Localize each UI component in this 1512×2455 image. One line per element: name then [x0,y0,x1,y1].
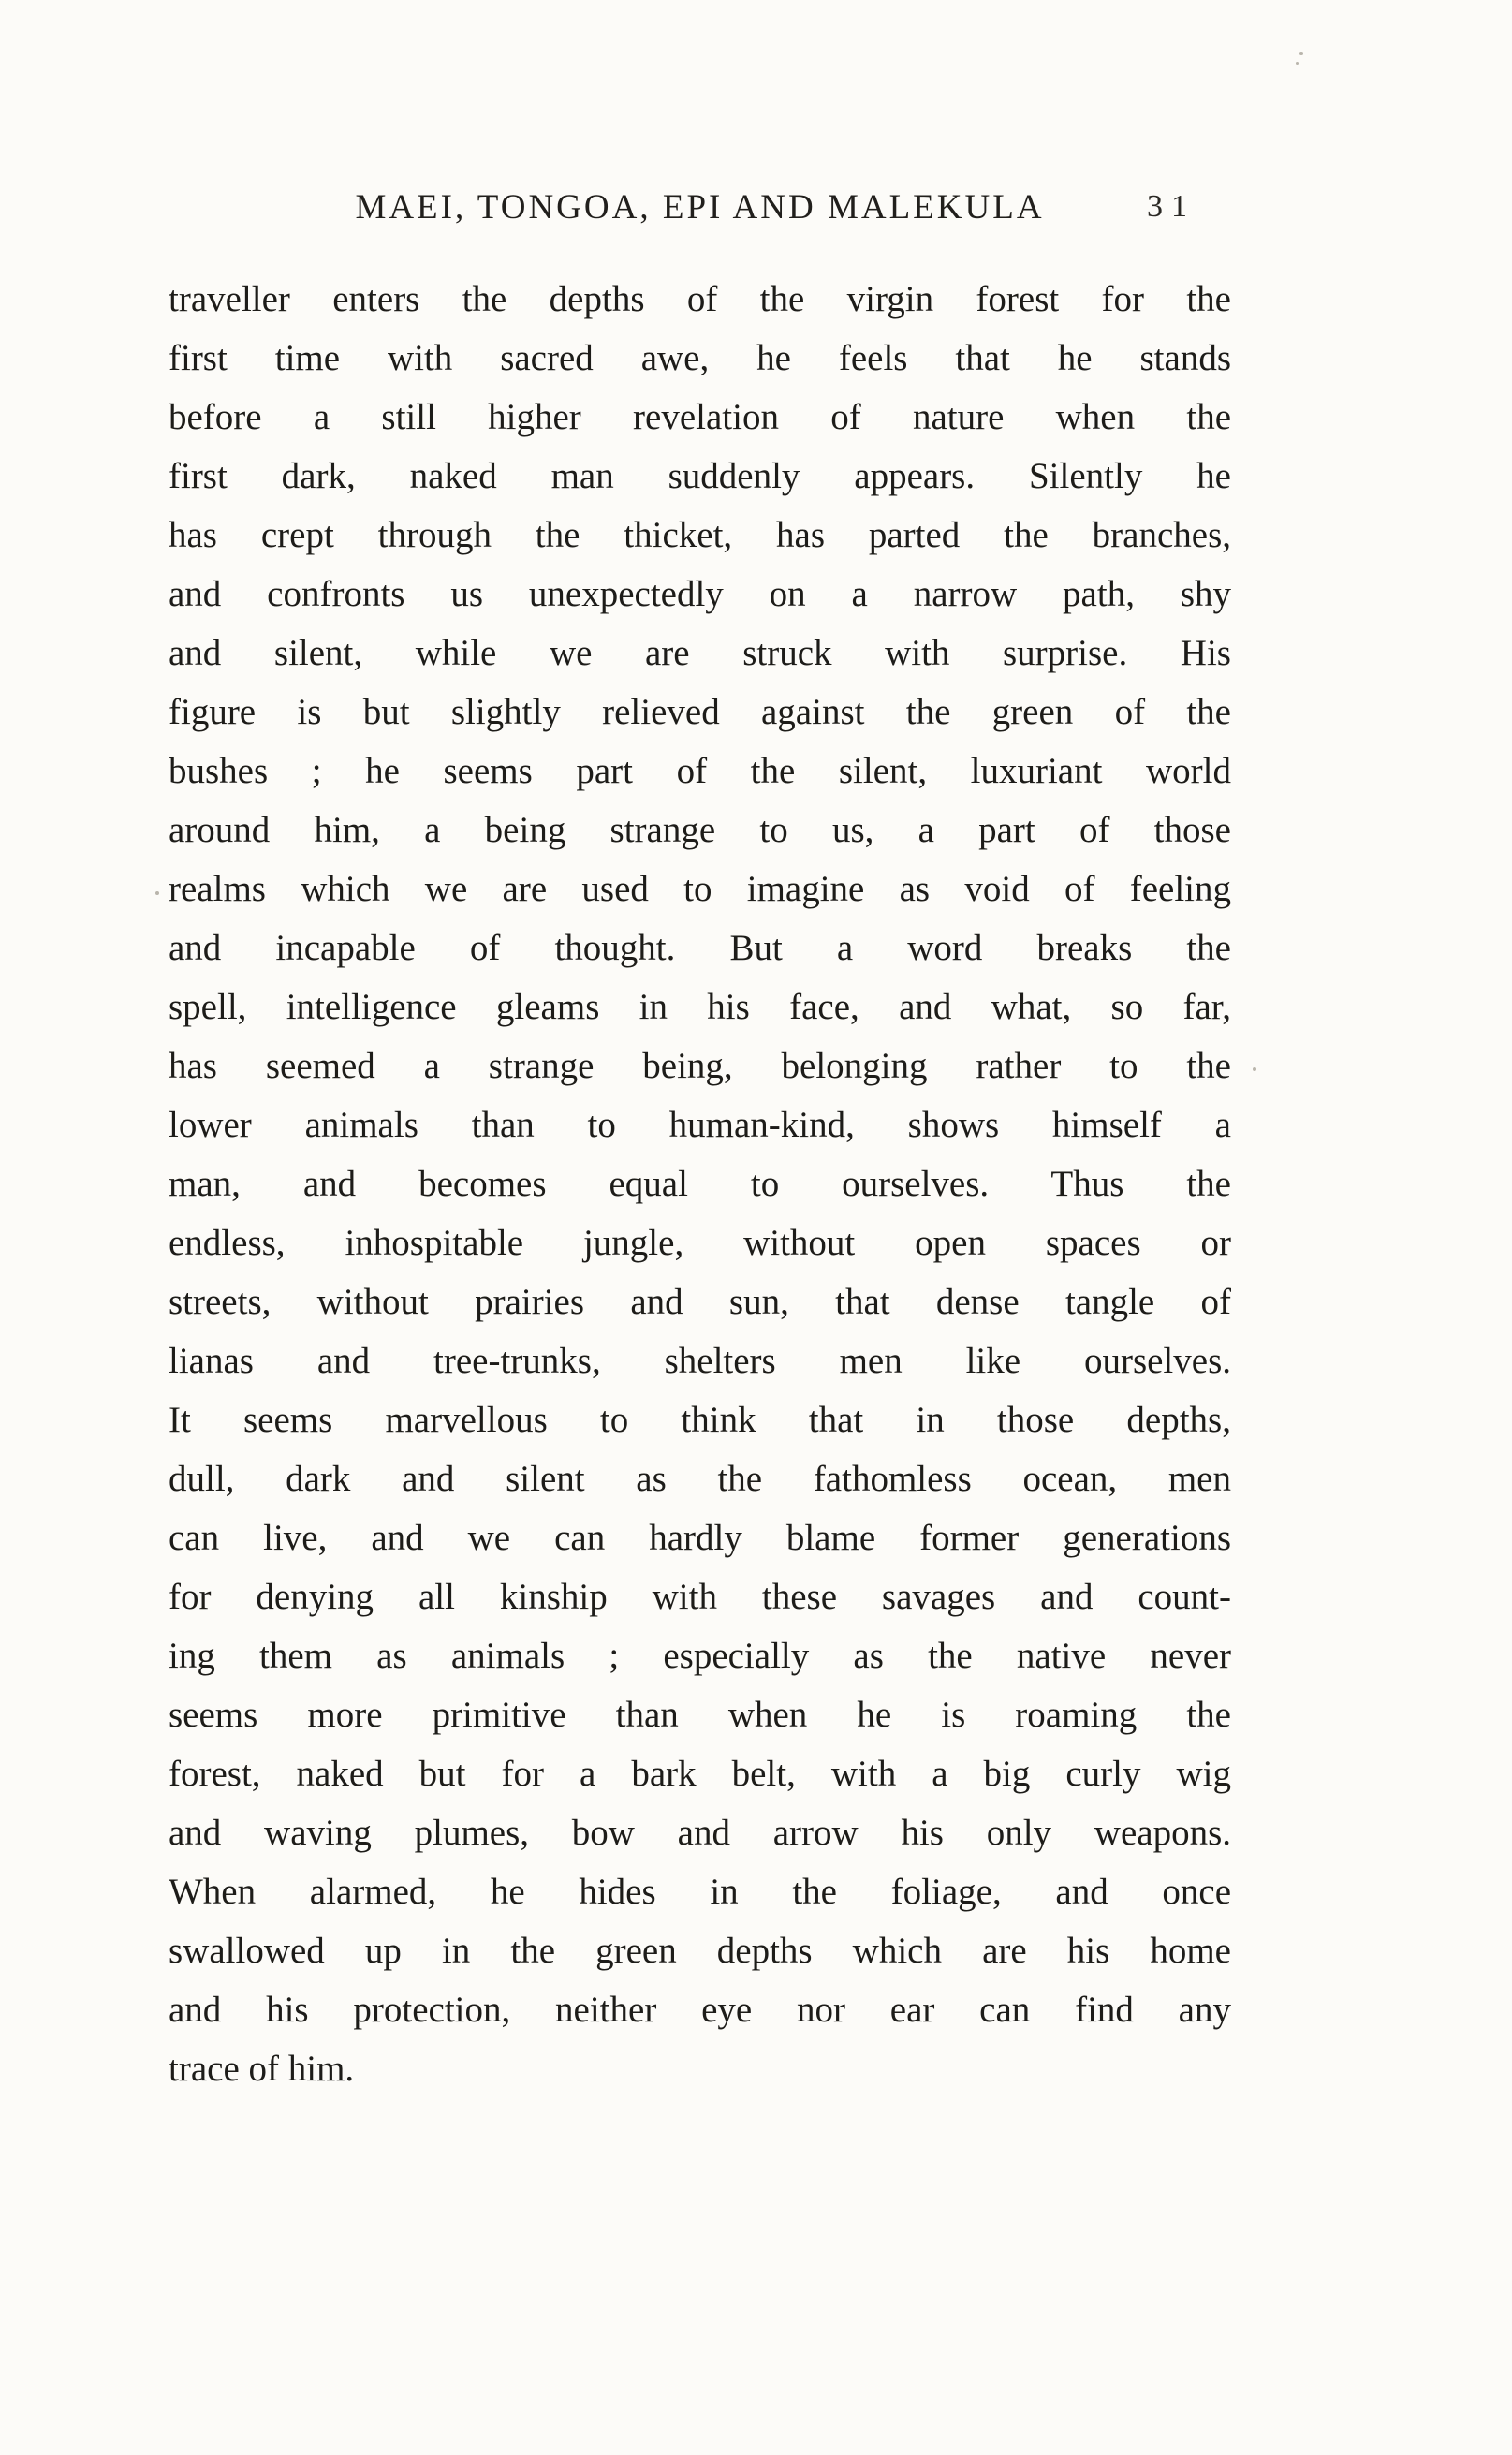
text-line: endless, inhospitable jungle, without open spaces or [169,1223,1231,1263]
text-line: lianas and tree-trunks, shelters men like ourselves. [169,1341,1231,1381]
body-text [169,270,1231,2098]
page-number: 31 [1147,189,1196,224]
text-line: lower animals than to human-kind, shows himself a [169,1105,1231,1145]
text-line: figure is but slightly relieved against the green of the [169,692,1231,732]
text-line: bushes ; he seems part of the silent, luxuriant world [169,751,1231,791]
text-line: forest, naked but for a bark belt, with a big curly wig [169,1754,1231,1794]
text-line: man, and becomes equal to ourselves. Thus the [169,1164,1231,1204]
text-line: dull, dark and silent as the fathomless ocean, men [169,1459,1231,1499]
text-line: It seems marvellous to think that in those depths, [169,1400,1231,1440]
text-line: can live, and we can hardly blame former generations [169,1518,1231,1558]
scan-speck [1253,1067,1256,1071]
text-line: trace of him. [169,2049,355,2089]
text-line: first time with sacred awe, he feels that he stands [169,338,1231,378]
text-line: realms which we are used to imagine as void of feeling [169,869,1231,909]
text-line: and confronts us unexpectedly on a narrow path, shy [169,574,1231,614]
text-line: spell, intelligence gleams in his face, and what, so far, [169,987,1231,1027]
chapter-header-title: MAEI, TONGOA, EPI AND MALEKULA [355,188,1045,227]
text-line: and waving plumes, bow and arrow his only weapons. [169,1813,1231,1853]
text-line: streets, without prairies and sun, that dense tangle of [169,1282,1231,1322]
text-line: traveller enters the depths of the virgin forest for the [169,279,1231,319]
scan-speck [1296,62,1299,65]
text-line: has crept through the thicket, has parted the branches, [169,515,1231,555]
text-line: has seemed a strange being, belonging rather to the [169,1046,1231,1086]
text-line: around him, a being strange to us, a part of those [169,810,1231,850]
text-line: seems more primitive than when he is roaming the [169,1695,1231,1735]
text-line: first dark, naked man suddenly appears. Silently he [169,456,1231,496]
running-header [169,187,1231,234]
text-line: swallowed up in the green depths which are his home [169,1931,1231,1971]
text-line: and incapable of thought. But a word breaks the [169,928,1231,968]
text-line: When alarmed, he hides in the foliage, and once [169,1872,1231,1912]
text-line: for denying all kinship with these savages and count- [169,1577,1231,1617]
text-line: before a still higher revelation of nature when the [169,397,1231,437]
scan-speck [1299,52,1303,55]
text-line: and silent, while we are struck with surprise. His [169,633,1231,673]
text-line: ing them as animals ; especially as the native never [169,1636,1231,1676]
text-line: and his protection, neither eye nor ear can find any [169,1990,1231,2030]
scan-speck [155,891,159,895]
